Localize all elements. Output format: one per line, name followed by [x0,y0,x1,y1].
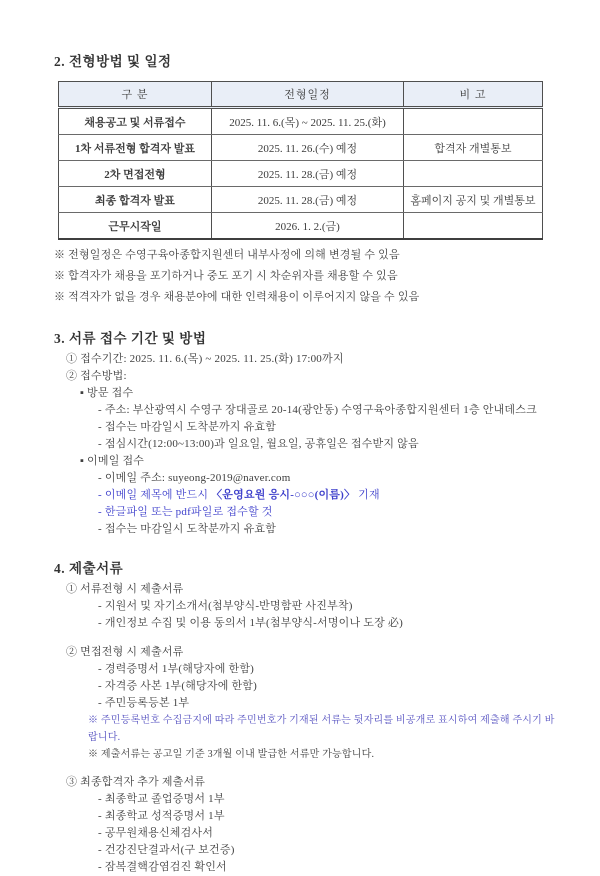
row-category: 최종 합격자 발표 [59,187,212,213]
row-remarks: 홈페이지 공지 및 개별통보 [404,187,543,213]
doc3-heading: ③ 최종합격자 추가 제출서류 [66,776,206,788]
table-row [59,161,543,187]
doc2-item: - 경력증명서 1부(해당자에 한함) [98,663,255,675]
visit-deadline-line: - 접수는 마감일시 도착분까지 유효함 [98,421,277,433]
visit-address-line: - 주소: 부산광역시 수영구 장대골로 20-14(광안동) 수영구육아종합지원센터 1층 안내데스크 [98,404,537,416]
col-header-category: 구 분 [59,82,212,108]
schedule-table [58,81,543,240]
visit-reception-heading: ▪ 방문 접수 [80,387,134,399]
row-category: 채용공고 및 서류접수 [59,108,212,135]
email-subject-required-format: 〈운영요원 응시-○○○(이름)〉 [211,489,356,501]
doc2-privacy-note: ※ 주민등록번호 수집금지에 따라 주민번호가 기재된 서류는 뒷자리를 비공개로 표시하여 제출해 주시기 바랍니다. [88,715,555,743]
row-remarks: 합격자 개별통보 [404,135,543,161]
table-note: ※ 적격자가 없을 경우 채용분야에 대한 인력채용이 이루어지지 않을 수 있음 [54,291,420,303]
section4 [54,557,562,876]
email-filetype-line: - 한글파일 또는 pdf파일로 접수할 것 [98,506,273,518]
row-schedule: 2025. 11. 26.(수) 예정 [212,135,404,161]
table-row [59,187,543,213]
doc1-heading: ① 서류전형 시 제출서류 [66,583,184,595]
reception-method-line: ② 접수방법: [66,370,127,382]
doc2-item: - 자격증 사본 1부(해당자에 한함) [98,680,258,692]
row-schedule: 2025. 11. 28.(금) 예정 [212,161,404,187]
row-schedule: 2025. 11. 6.(목) ~ 2025. 11. 25.(화) [212,108,404,135]
col-header-remarks: 비 고 [404,82,543,108]
table-note: ※ 전형일정은 수영구육아종합지원센터 내부사정에 의해 변경될 수 있음 [54,249,400,261]
row-remarks [404,213,543,240]
row-category: 1차 서류전형 합격자 발표 [59,135,212,161]
row-category: 2차 면접전형 [59,161,212,187]
row-schedule: 2026. 1. 2.(금) [212,213,404,240]
email-reception-heading: ▪ 이메일 접수 [80,455,145,467]
schedule-table-header-row [59,82,543,108]
email-deadline-line: - 접수는 마감일시 도착분까지 유효함 [98,523,277,535]
row-category: 근무시작일 [59,213,212,240]
doc3-item: - 최종학교 성적증명서 1부 [98,810,225,822]
table-row [59,213,543,240]
row-schedule: 2025. 11. 28.(금) 예정 [212,187,404,213]
doc2-validity-note: ※ 제출서류는 공고일 기준 3개월 이내 발급한 서류만 가능합니다. [88,749,375,760]
table-row [59,135,543,161]
section2-title: 2. 전형방법 및 일정 [54,54,172,69]
email-subject-prefix: - 이메일 제목에 반드시 [98,489,212,501]
table-note: ※ 합격자가 채용을 포기하거나 중도 포기 시 차순위자를 채용할 수 있음 [54,270,398,282]
email-address-line: - 이메일 주소: suyeong-2019@naver.com [98,472,291,484]
doc3-item: - 공무원채용신체검사서 [98,827,214,839]
table-row [59,108,543,135]
email-subject-suffix: 기재 [355,489,380,501]
section4-title: 4. 제출서류 [54,561,124,576]
doc2-heading: ② 면접전형 시 제출서류 [66,646,184,658]
doc3-item: - 잠복결핵감염검진 확인서 [98,861,227,873]
doc1-item: - 개인정보 수집 및 이용 동의서 1부(첨부양식-서명이나 도장 必) [98,617,403,629]
visit-hours-line: - 점심시간(12:00~13:00)과 일요일, 월요일, 공휴일은 접수받지 않음 [98,438,419,450]
email-subject-line [54,487,562,504]
section3 [54,327,562,538]
section3-title: 3. 서류 접수 기간 및 방법 [54,331,207,346]
doc3-item: - 건강진단결과서(구 보건증) [98,844,235,856]
doc3-item: - 최종학교 졸업증명서 1부 [98,793,225,805]
doc1-item: - 지원서 및 자기소개서(첨부양식-반명함판 사진부착) [98,600,353,612]
reception-period-line: ① 접수기간: 2025. 11. 6.(목) ~ 2025. 11. 25.(화) 17:00까지 [66,353,344,365]
doc2-item: - 주민등록등본 1부 [98,697,190,709]
row-remarks [404,161,543,187]
row-remarks [404,108,543,135]
col-header-schedule: 전형일정 [212,82,404,108]
